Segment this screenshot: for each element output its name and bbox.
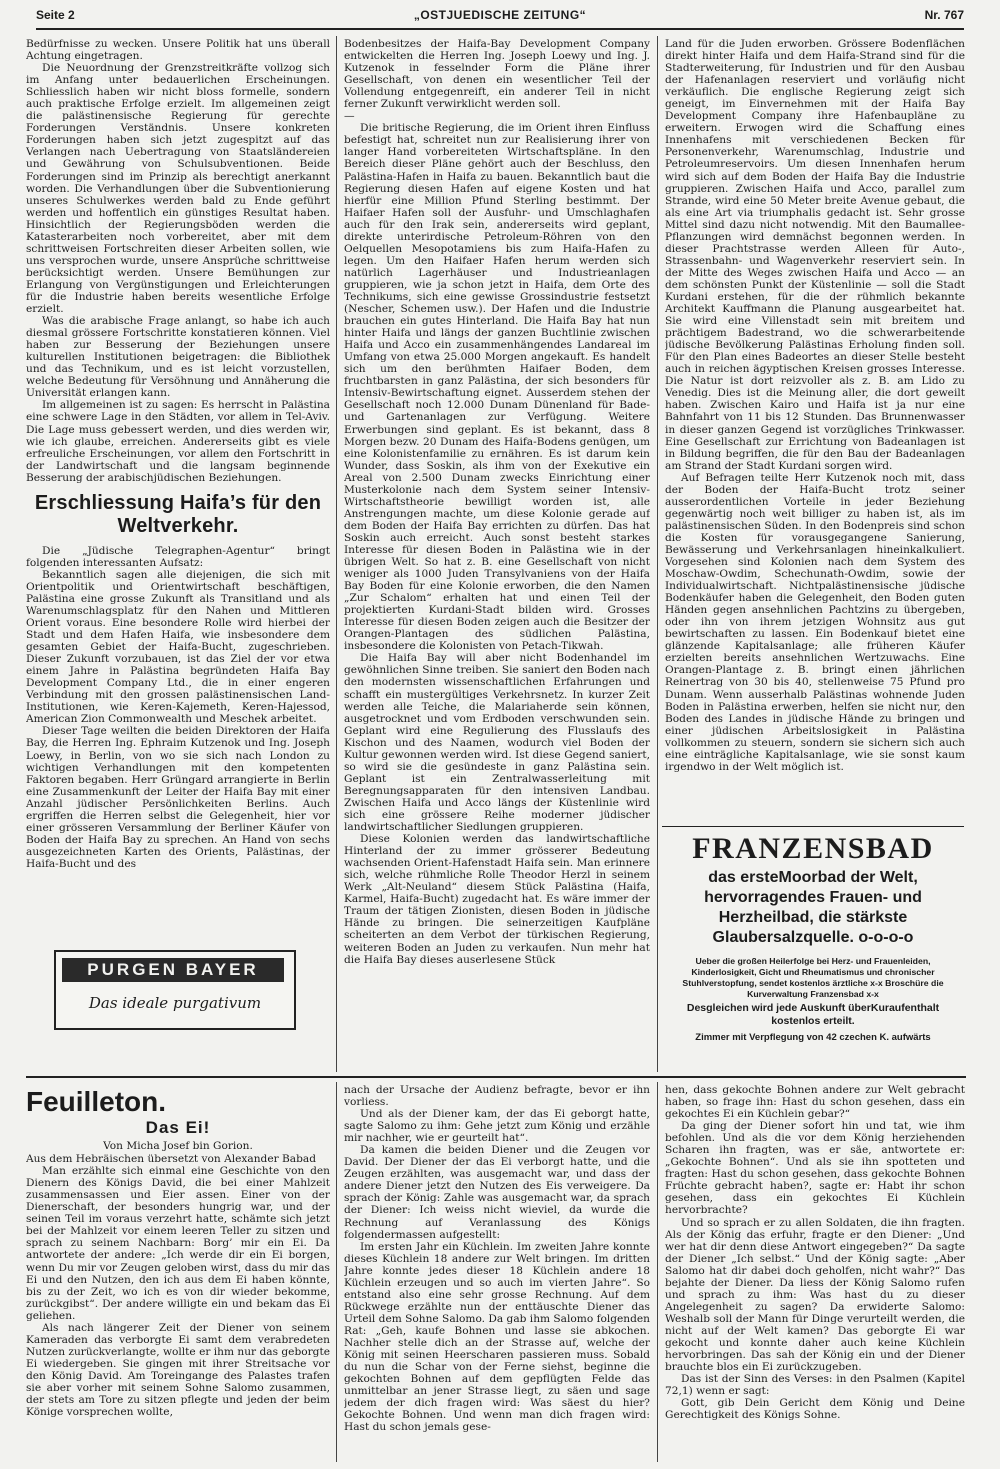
- paragraph: Land für die Juden erworben. Grössere Bodenflächen direkt hinter Haifa und dem Haifa-Strand sind für die Stadterweiterung, für Industrien und für den Ausbau der Hafenanlagen reserviert und vorläufig nicht verkäuflich. Die englische Regierung zeigt sich geneigt, im Einvernehmen mit der Haifa Bay Development Company ihre Hafenbaupläne zu erweitern. Erwogen wird die Schaffung eines Innenhafens mit verschiedenen Becken für Personenverkehr, Warenumschlag, Industrie und Petroleumreservoirs. Um diesen Innenhafen herum wird sich auf dem Boden der Haifa Bay die Industrie gruppieren. Zwischen Haifa und Acco, parallel zum Strande, wird eine 50 Meter breite Avenue gebaut, die als eine Art via triumphalis gedacht ist. Sehr grosse Mittel sind dazu nicht notwendig. Mit den Baumallee-Pflanzungen wird demnächst begonnen werden. In dieser Prachtstrasse werden Alleen für Auto-, Strassenbahn- und Wagenverkehr reserviert sein. In der Mitte des Weges zwischen Haifa und Acco — an dem schönsten Punkt der Küstenlinie — soll die Stadt Kurdani erstehen, für die der rühmlich bekannte Architekt Kauffmann die Planung ausgearbeitet hat. Sie wird eine Villenstadt sein mit breitem und prächtigem Badestrand, wo die schwerarbeitende jüdische Bevölkerung Palästinas Erholung finden soll. Für den Plan eines Badeortes an dieser Stelle besteht auch in reichen ägyptischen Kreisen grosses Interesse. Die Natur ist dort reizvoller als z. B. am Lido zu Venedig. Dies ist die Meinung aller, die dort geweilt haben. Zwischen Kairo und Haifa ist ja nur eine Bahnfahrt von 11 bis 12 Stunden. Das Brunnenwasser in dieser ganzen Gegend ist vorzügliches Trinkwasser. Eine Gesellschaft zur Errichtung von Badeanlagen ist in Bildung begriffen, die für den Bau der Badeanlagen am Strand der Stadt Kurdani sorgen wird.: [665, 38, 965, 472]
- paragraph: Da kamen die beiden Diener und die Zeugen vor David. Der Diener der das Ei verborgt hatte, und die Zeugen erzählten, was ausgemacht war, und dass der andere Diener jetzt den Nutzen des Eis verweigere. Da sprach der König: Zahle was ausgemacht war, da sprach der Diener: Ich weiss nicht wieviel, da wurde die Rechnung auf Veranlassung des Königs folgendermassen aufgestellt:: [344, 1144, 650, 1241]
- ad-top-rule: [662, 826, 964, 827]
- separator-dash: —: [344, 110, 355, 123]
- column-divider-1: [336, 36, 337, 1072]
- article-column-3: [665, 38, 965, 824]
- feuilleton-column-3: [665, 1084, 965, 1464]
- column-divider-2: [657, 36, 658, 1072]
- paragraph: Man erzählte sich einmal eine Geschichte von den Dienern des Königs David, die bei einer Mahlzeit zusammensassen und Eier assen. Einer von der Dienerschaft, der besonders hungrig war, und der seinen Teil im voraus verzehrt hatte, schämte sich jetzt bei der Mahlzeit vor einem leeren Teller zu sitzen und sprach zu seinem Nachbarn: Borg’ mir ein Ei. Da antwortete der andere: „Ich werde dir ein Ei borgen, wenn Du mir vor Zeugen geloben wirst, dass du mir das Ei und den Nutzen, den ich aus dem Ei haben könnte, bis zu der Zeit, wo ich es von dir wieder bekomme, zurückgibst“. Der andere willigte ein und bekam das Ei geliehen.: [26, 1165, 330, 1322]
- header-rule: [36, 28, 964, 30]
- paragraph: Im ersten Jahr ein Küchlein. Im zweiten Jahre konnte dieses Küchlein 18 andere zur Welt bringen. Im dritten Jahre konnte jedes dieser 18 Küchlein andere 18 Küchlein erzeugen und so auch im vierten Jahre“. So entstand also eine sehr grosse Rechnung. Auf dem Rückwege erzählte nun der enttäuschte Diener das Urteil dem Sohne Salomo. Da gab ihm Salomo folgenden Rat: „Geh, kaufe Bohnen und lasse sie abkochen. Nachher stelle dich an der Strasse auf, welche der König mit seinen Heerscharen passieren muss. Sobald du nun die Schar von der Ferne siehst, beginne die gekochten Bohnen auf dem gepflügten Felde das unmittelbar an jener Strasse liegt, zu säen und sage jedem der dich fragen wird: Was säest du hier? Gekochte Bohnen. Und wenn man dich fragen wird: Hast du schon jemals gese-: [344, 1240, 650, 1434]
- issue-number: Nr. 767: [924, 8, 964, 22]
- paragraph: Gott, gib Dein Gericht dem König und Deine Gerechtigkeit des Königs Sohne.: [665, 1397, 965, 1422]
- translation-credit: Aus dem Hebräischen übersetzt von Alexander Babad: [26, 1153, 316, 1166]
- franzensbad-subtitle: das ersteMoorbad der Welt, hervorragendes Frauen- und Herzheilbad, die stärkste Glaubersalzquelle. o-o-o-o: [704, 869, 922, 946]
- story-byline: Von Micha Josef bin Gorion.: [103, 1140, 253, 1153]
- paragraph: Auf Befragen teilte Herr Kutzenok noch mit, dass der Boden der Haifa-Bucht trotz seiner ausserordentlichen Vorteile in jeder Beziehung gegenwärtig noch weit billiger zu haben ist, als im palästinensischen Süden. In den Bodenpreis sind schon die Kosten für vorausgegangene Sanierung, Bewässerung und Verkehrsanlagen hineinkalkuliert. Vorgesehen sind Kolonien nach dem System des Moschaw-Owdim, Schechunath-Owdim, sowie der Individualwirtschaft. Nichtpalästinensische jüdische Bodenkäufer haben die Gelegenheit, den Boden guten Händen gegen ansehnlichen Pachtzins zu übergeben, oder ihn von ihrem jetzigen Wohnsitz aus gut bewirtschaften zu lassen. Ein Bodenkauf bietet eine glänzende Kapitalsanlage; alle früheren Käufer erzielten bereits ansehnlichen Wertzuwachs. Eine Orangen-Plantage z. B. bringt einen jährlichen Reinertrag von 30 bis 40, stellenweise 75 Pfund pro Dunam. Wenn ausserhalb Palästinas wohnende Juden Boden in Palästina erwerben, helfen sie nicht nur, den Boden des Landes in jüdische Hände zu bringen und einer jüdischen Arbeitslosigkeit in Palästina vollkommen zu steuern, sondern sie sichern sich auch eine einträgliche Kapitalsanlage, wie sie sonst kaum irgendwo in der Welt möglich ist.: [665, 471, 965, 773]
- page-header: [36, 4, 964, 26]
- page-number: Seite 2: [36, 8, 75, 22]
- paragraph: Im allgemeinen ist zu sagen: Es herrscht in Palästina eine schwere Lage in den Städten, vor allem in Tel-Aviv. Die Lage muss gebessert werden, und dies werden wir, wie ich glaube, erreichen. Andererseits gibt es viele erfreuliche Erscheinungen, vor allem den Fortschritt in der Landwirtschaft und die langsam beginnende Besserung der arabischjüdischen Beziehungen.: [26, 399, 330, 484]
- feuilleton-divider-1: [336, 1082, 337, 1462]
- paragraph: Da ging der Diener sofort hin und tat, wie ihm befohlen. Und als die vor dem König herziehenden Scharen ihn fragten, was er säe, antwortete er: „Gekochte Bohnen“. Und als sie ihn spotteten und fragten: Hast du schon gesehen, dass gekochte Bohnen Früchte gebracht haben?, sagte er: Habt ihr schon gesehen, dass ein gekochtes Ei Küchlein hervorbrachte?: [665, 1120, 965, 1217]
- paragraph: Die Haifa Bay will aber nicht Bodenhandel im gewöhnlichen Sinne treiben. Sie saniert den Boden nach den modernsten wissenschaftlichen Erfahrungen und schafft ein mustergültiges Verkehrsnetz. In kurzer Zeit werden alle Teiche, die Malariaherde sein können, ausgetrocknet und vom Erdboden verschwunden sein. Geplant wird eine Regulierung des Flusslaufs des Kischon und des Naamen, wodurch viel Boden der Kultur gewonnen werden wird. Ist diese Gegend saniert, so wird sie die gesündeste in ganz Palästina sein. Geplant ist ein Zentralwasserleitung mit Beregnungsapparaten für den intensiven Landbau. Zwischen Haifa und Acco längs der Küstenlinie wird sich eine grössere Reihe moderner jüdischer landwirtschaftlicher Siedlungen gruppieren.: [344, 652, 650, 834]
- paragraph: Was die arabische Frage anlangt, so habe ich auch diesmal grössere Fortschritte konstatieren können. Viel haben zur Besserung der Beziehungen unsere kulturellen Institutionen beigetragen: die Bibliothek und das Technikum, und es ist leicht vorzustellen, welche Bedeutung für Versöhnung und Annäherung die Universität erlangen kann.: [26, 315, 330, 400]
- franzensbad-body: Ueber die großen Heilerfolge bei Herz- und Frauenleiden, Kinderlosigkeit, Gicht und Rheumatismus und chronischer Stuhlverstopfung, sendet kostenlos ärztliche x-x Broschüre die Kurverwaltung Franzensbad x-x: [682, 956, 944, 999]
- paragraph: hen, dass gekochte Bohnen andere zur Welt gebracht haben, so frage ihn: Hast du schon gesehen, dass ein gekochtes Ei ein Küchlein gebar?“: [665, 1084, 965, 1121]
- purgen-brand: PURGEN BAYER: [62, 958, 284, 982]
- paragraph: Die britische Regierung, die im Orient ihren Einfluss befestigt hat, schreitet nun zur Realisierung ihrer von langer Hand vorbereiteten Wirtschaftspläne. In den Bereich dieser Pläne gehört auch der Beschluss, den Palästina-Hafen in Haifa zu bauen. Bekanntlich baut die Regierung diesen Hafen auf eigene Kosten und hat hierfür eine Million Pfund Sterling bestimmt. Der Haifaer Hafen soll der Ausfuhr- und Umschlaghafen auch für den Irak sein, andererseits wird geplant, direkte unterirdische Petroleum-Röhren von den Oelquellen Mesopotamiens bis zum Haifa-Hafen zu legen. Um den Haifaer Hafen herum werden sich natürlich Lagerhäuser und Industrieanlagen gruppieren, wie ja schon jetzt in Haifa, dem Orte des Technikums, sich eine gewisse Grossindustrie festsetzt (Nescher, Schemen usw.). Der Hafen und die Industrie brauchen ein gutes Hinterland. Die Haifa Bay hat nun hinter Haifa und längs der ganzen Buchtlinie zwischen Haifa und Acco ein zusammenhängendes Landareal im Umfang von etwa 25.000 Morgen angekauft. Es handelt sich um den berühmten Haifaer Boden, dem fruchtbarsten in ganz Palästina, der sich besonders für Intensiv-Bewirtschaftung eignet. Ausserdem stehen der Gesellschaft noch 12.000 Dunam Dünenland für Bade- und Gartenanlagen zur Verfügung. Weitere Erwerbungen sind geplant. Es ist bekannt, dass 8 Morgen bezw. 20 Dunam des Haifa-Bodens genügen, um eine Kolonistenfamilie zu ernähren. Es ist darum kein Wunder, dass Soskin, als ihm von der Exekutive ein Areal von 2.500 Dunam zwecks Einrichtung einer Musterkolonie nach dem System seiner Intensiv-Wirtschaftstheorie bewilligt worden ist, alle Anstrengungen machte, um diese Kolonie gerade auf dem Boden der Haifa Bay errichten zu dürfen. Das hat Soskin auch erreicht. Auch sonst besteht starkes Interesse für diesen Boden in Palästina wie in der übrigen Welt. So hat z. B. eine Gesellschaft von nicht weniger als 1000 Juden Transylvaniens von der Haifa Bay Boden für eine Kolonie erworben, die den Namen „Zur Schalom“ erhalten hat und einen Teil der projektierten Kurdani-Stadt bilden wird. Grosses Interesse für diesen Boden zeigen auch die Besitzer der Orangen-Plantagen des südlichen Palästina, insbesondere die Kolonisten von Petach-Tikwah.: [344, 122, 650, 653]
- paragraph: Als nach längerer Zeit der Diener von seinem Kameraden das verborgte Ei samt dem verabredeten Nutzen zurückverlangte, wollte er ihm nur das geborgte Ei wiedergeben. Sie gingen mit ihrer Streitsache vor den König David. Am Toreingange des Palastes trafen sie aber vorher mit seinem Sohne Salomo zusammen, der stets am Tore zu sitzen pflegte und jeden der beim Könige vorsprechen wollte,: [26, 1321, 330, 1419]
- franzensbad-advertisement: [662, 832, 964, 1054]
- feuilleton-column-1: [26, 1082, 330, 1464]
- article-headline: Erschliessung Haifa’s für den Weltverkehr.: [34, 491, 322, 537]
- feuilleton-rule: [26, 1076, 966, 1078]
- paragraph: Bodenbesitzes der Haifa-Bay Development Company entwickelten die Herren Ing. Joseph Loewy und Ing. J. Kutzenok in fesselnder Form die Pläne ihrer Gesellschaft, von denen ein wesentlicher Teil der Vollendung entgegenreift, ein anderer Teil in nicht ferner Zukunft verwirklicht werden soll.: [344, 38, 650, 111]
- paragraph: Bedürfnisse zu wecken. Unsere Politik hat uns überall Achtung eingetragen.: [26, 38, 330, 63]
- paragraph: Die „Jüdische Telegraphen-Agentur“ bringt folgenden interessanten Aufsatz:: [26, 544, 330, 569]
- article-column-1: [26, 38, 330, 943]
- paragraph: Die Neuordnung der Grenzstreitkräfte vollzog sich im Anfang unter bedauerlichen Erscheinungen. Schliesslich haben wir nicht bloss formelle, sondern auch praktische Erfolge erzielt. Im allgemeinen zeigt die palästinensische Regierung für gerechte Forderungen Verständnis. Unsere konkreten Forderungen haben sich jetzt zugespitzt auf das Verlangen nach Uebertragung von Staatsländereien und Gewährung von Schulsubventionen. Beide Forderungen sind im Prinzip als berechtigt anerkannt worden. Die Verhandlungen über die Subventionierung unseres Schulwerkes werden bald zu Ende geführt werden und hoffentlich ein günstiges Resultat haben. Hinsichtlich der Regierungsböden werden die Katasterarbeiten noch vorbereitet, aber mit dem schrittweisen Fortschreiten dieser Arbeiten sollen, wie uns versprochen wurde, unsere Ansprüche schrittweise berücksichtigt werden. Unsere Bemühungen zur Erlangung von Vergünstigungen und Erleichterungen für die Industrie haben bereits wesentliche Erfolge erzielt.: [26, 62, 330, 316]
- masthead-title: „OSTJUEDISCHE ZEITUNG“: [413, 8, 587, 22]
- paragraph: Bekanntlich sagen alle diejenigen, die sich mit Orientpolitik und Orientwirtschaft beschäftigen, Palästina eine grosse Zukunft als Transitland und als Warenumschlagsplatz für den Nahen und Mittleren Orient voraus. Eine besondere Rolle wird hierbei der Stadt und dem Hafen Haifa, wie insbesondere dem gesamten Gebiet der Haifa-Bucht, zugeschrieben. Dieser Zukunft vorzubauen, ist das Ziel der vor etwa einem Jahre in Palästina begründeten Haifa Bay Development Company Ltd., die in einer engeren Verbindung mit den grossen palästinensischen Land-Institutionen, wie Keren-Kajemeth, Keren-Hajessod, American Zion Commonwealth und Meschek arbeitet.: [26, 568, 330, 726]
- paragraph: Das ist der Sinn des Verses: in den Psalmen (Kapitel 72,1) wenn er sagt:: [665, 1373, 965, 1398]
- paragraph: Und so sprach er zu allen Soldaten, die ihn fragten. Als der König das erfuhr, fragte er den Diener: „Und wer hat dir denn diese Antwort eingegeben?“ Da sagte der Diener „Ich selbst.“ Und der König sagte: „Aber Salomo hat dir dabei doch geholfen, nicht wahr?“ Das bejahte der Diener. Da liess der König Salomo rufen und sprach zu ihm: Was hast du zu dieser Angelegenheit zu sagen? Da erwiderte Salomo: Weshalb soll der Mann für Dinge verurteilt werden, die nicht auf der Welt kamen? Das geborgte Ei war gekocht und konnte daher auch keine Küchlein hervorbringen. Das sah der König ein und der Diener brauchte blos ein Ei zurückzugeben.: [665, 1216, 965, 1374]
- paragraph: Diese Kolonien werden das landwirtschaftliche Hinterland der zu immer grösserer Bedeutung wachsenden Orient-Hafenstadt Haifa sein. Man erinnere sich, welche rühmliche Rolle Theodor Herzl in seinem Werk „Alt-Neuland“ diesem Stück Palästina (Haifa, Karmel, Haifa-Bucht) zugedacht hat. Es wäre immer der Traum der tätigen Zionisten, diesen Boden in jüdische Hände zu bringen. Die seinerzeitigen Kaufpläne scheiterten an dem Verbot der türkischen Regierung, weiteren Boden an Juden zu verkaufen. Nun mehr hat die Haifa Bay dieses auserlesene Stück: [344, 833, 650, 966]
- feuilleton-divider-2: [657, 1082, 658, 1462]
- feuilleton-column-2: [344, 1084, 650, 1464]
- article-column-2: [344, 38, 650, 1072]
- purgen-tagline: Das ideale purgativum: [88, 994, 262, 1012]
- story-title: Das Ei!: [145, 1118, 211, 1137]
- franzensbad-info: Desgleichen wird jede Auskunft überKuraufenthalt kostenlos erteilt.: [686, 1002, 940, 1027]
- paragraph: Und als der Diener kam, der das Ei geborgt hatte, sagte Salomo zu ihm: Gehe jetzt zum König und erzähle mir nachher, wie er geurteilt hat“.: [344, 1108, 650, 1145]
- franzensbad-price: Zimmer mit Verpflegung von 42 czechen K. aufwärts: [695, 1032, 931, 1043]
- feuilleton-section-title: Feuilleton.: [26, 1086, 166, 1117]
- franzensbad-title: FRANZENSBAD: [692, 832, 934, 865]
- paragraph: nach der Ursache der Audienz befragte, bevor er ihn vorliess.: [344, 1084, 650, 1109]
- paragraph: Dieser Tage weilten die beiden Direktoren der Haifa Bay, die Herren Ing. Ephraim Kutzenok und Ing. Joseph Loewy, in Berlin, von wo sie sich nach London zu wichtigen Verhandlungen mit den kompetenten Faktoren begaben. Herr Grüngard arrangierte in Berlin eine Zusammenkunft der Leiter der Haifa Bay mit einer Anzahl jüdischer Persönlichkeiten Berlins. Auch ergriffen die Herren selbst die Gelegenheit, hier vor einer grösseren Versammlung der Berliner Käufer von Boden der Haifa Bay zu sprechen. An Hand von sechs ausgezeichneten Karten des Orients, Palästinas, der Haifa-Bucht und des: [26, 725, 330, 870]
- purgen-advertisement: [54, 950, 296, 1030]
